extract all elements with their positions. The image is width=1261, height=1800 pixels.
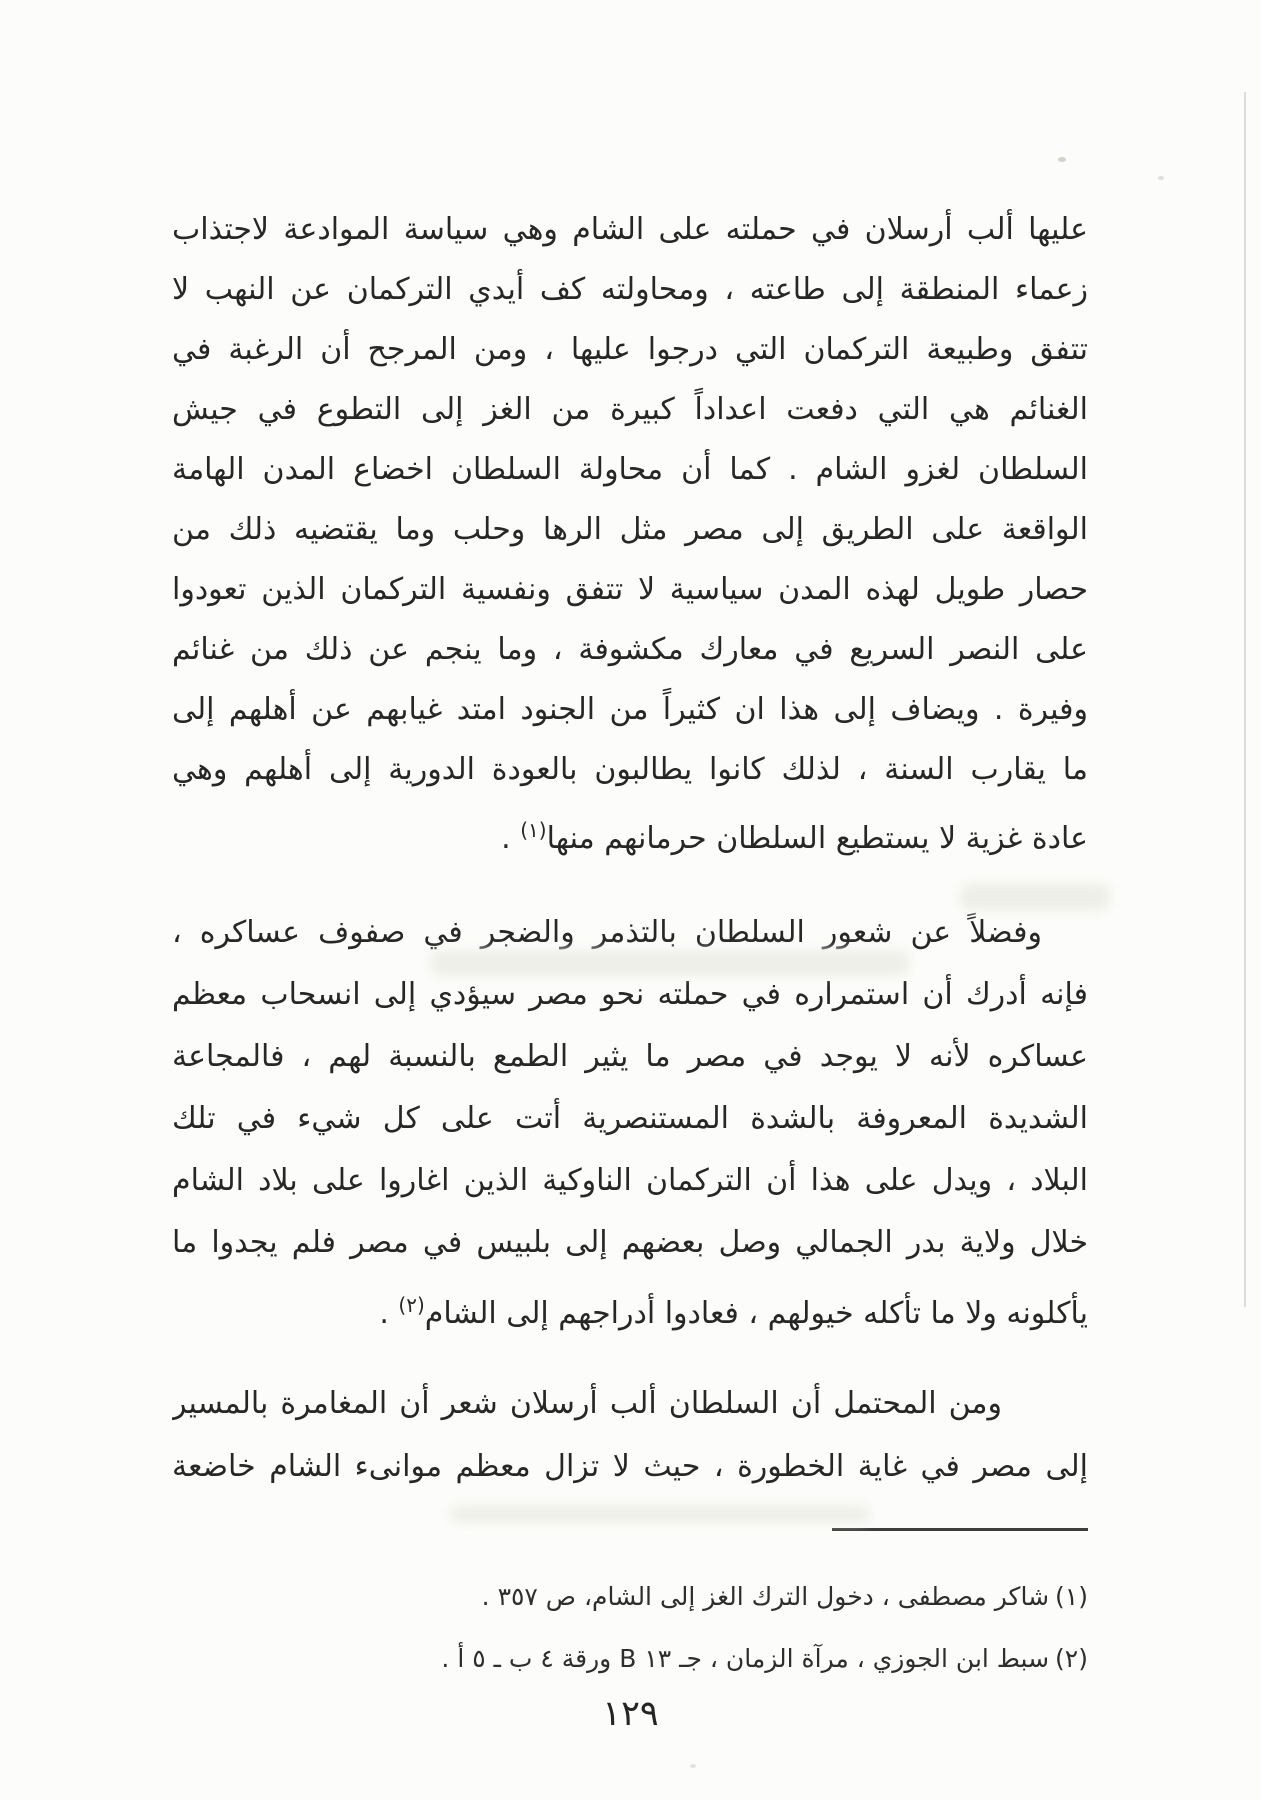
- paragraph-1: [172, 200, 1088, 860]
- body-text-line: السلطان لغزو الشام . كما أن محاولة السلطان اخضاع المدن الهامة: [172, 452, 1088, 487]
- footnote-separator-rule: [832, 1528, 1088, 1531]
- body-text-line: وفيرة . ويضاف إلى هذا ان كثيراً من الجنود امتد غيابهم عن أهلهم إلى: [172, 692, 1088, 727]
- body-text-line: على النصر السريع في معارك مكشوفة ، وما ينجم عن ذلك من غنائم: [172, 632, 1088, 667]
- body-text-line: [172, 1274, 1088, 1336]
- footnote-1-marker: (١): [1055, 1582, 1088, 1611]
- paragraph-2-last-text: يأكلونه ولا ما تأكله خيولهم ، فعادوا أدراجهم إلى الشام: [424, 1296, 1088, 1331]
- footnote-2: [441, 1628, 1088, 1690]
- footnote-reference-2: (٢): [398, 1293, 425, 1317]
- footnotes-section: [441, 1566, 1088, 1690]
- paragraph-1-last-text: عادة غزية لا يستطيع السلطان حرمانهم منها: [546, 821, 1088, 856]
- body-text-line: ومن المحتمل أن السلطان ألب أرسلان شعر أن المغامرة بالمسير: [172, 1386, 1002, 1421]
- ink-bleed-smudge: [450, 1505, 870, 1523]
- body-text-line: الغنائم هي التي دفعت اعداداً كبيرة من الغز إلى التطوع في جيش: [172, 392, 1088, 427]
- body-text-line: حصار طويل لهذه المدن سياسية لا تتفق ونفسية التركمان الذين تعودوا: [172, 572, 1088, 607]
- body-text-line: البلاد ، ويدل على هذا أن التركمان الناوكية الذين اغاروا على بلاد الشام: [172, 1163, 1088, 1198]
- body-text-line: الواقعة على الطريق إلى مصر مثل الرها وحلب وما يقتضيه ذلك من: [172, 512, 1088, 547]
- body-text-line: ما يقارب السنة ، لذلك كانوا يطالبون بالعودة الدورية إلى أهلهم وهي: [172, 752, 1088, 787]
- scan-speck: [1158, 176, 1164, 180]
- sentence-period: .: [379, 1296, 399, 1331]
- scan-speck: [1058, 157, 1066, 162]
- footnote-reference-1: (١): [520, 818, 547, 842]
- body-text-line: الشديدة المعروفة بالشدة المستنصرية أتت على كل شيء في تلك: [172, 1101, 1088, 1136]
- sentence-period: .: [501, 821, 521, 856]
- footnote-2-marker: (٢): [1055, 1644, 1088, 1673]
- page-number: ١٢٩: [602, 1694, 659, 1734]
- body-text-line: إلى مصر في غاية الخطورة ، حيث لا تزال معظم موانىء الشام خاضعة: [172, 1449, 1088, 1484]
- scan-speck: [690, 1764, 696, 1768]
- body-text-line: زعماء المنطقة إلى طاعته ، ومحاولته كف أيدي التركمان عن النهب لا: [172, 272, 1088, 307]
- body-text-line: خلال ولاية بدر الجمالي وصل بعضهم إلى بلبيس في مصر فلم يجدوا ما: [172, 1225, 1088, 1260]
- body-text-line: [172, 800, 1088, 860]
- body-text-line: عساكره لأنه لا يوجد في مصر ما يثير الطمع بالنسبة لهم ، فالمجاعة: [172, 1039, 1088, 1074]
- footnote-1: [441, 1566, 1088, 1628]
- ink-bleed-smudge: [430, 950, 910, 976]
- ink-bleed-smudge: [960, 883, 1110, 911]
- footnote-2-text: سبط ابن الجوزي ، مرآة الزمان ، جـ ١٣ B ورقة ٤ ب ـ ٥ أ .: [441, 1644, 1050, 1673]
- body-text-line: عليها ألب أرسلان في حملته على الشام وهي سياسة الموادعة لاجتذاب: [172, 212, 1088, 247]
- body-text-line: تتفق وطبيعة التركمان التي درجوا عليها ، ومن المرجح أن الرغبة في: [172, 332, 1088, 367]
- body-text-line: فإنه أدرك أن استمراره في حملته نحو مصر سيؤدي إلى انسحاب معظم: [172, 977, 1088, 1012]
- footnote-1-text: شاكر مصطفى ، دخول الترك الغز إلى الشام، ص ٣٥٧ .: [481, 1582, 1050, 1611]
- body-text-line: وفضلاً عن شعور السلطان بالتذمر والضجر في صفوف عساكره ،: [172, 915, 1042, 950]
- scan-artifact-vertical-line: [1244, 92, 1246, 1307]
- paragraph-3: [172, 1372, 1088, 1498]
